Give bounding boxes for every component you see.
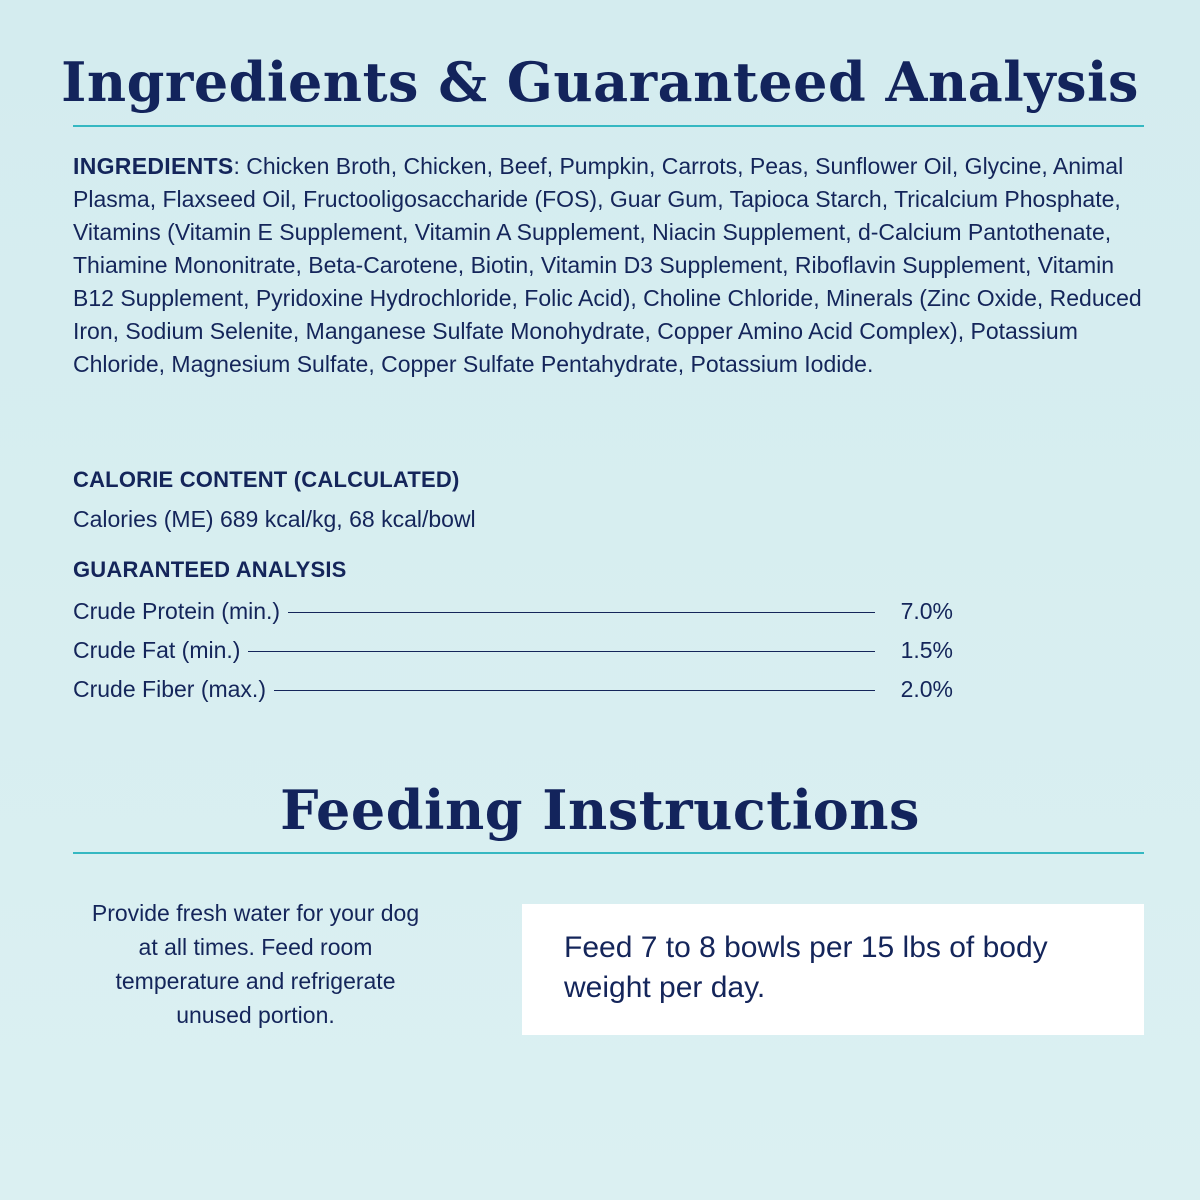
analysis-value: 1.5% — [900, 637, 953, 663]
analysis-value: 7.0% — [900, 598, 953, 624]
feeding-instructions-title: Feeding Instructions — [280, 778, 920, 842]
dot-leader-line — [274, 690, 875, 691]
feeding-amount-box — [522, 904, 1144, 1035]
guaranteed-analysis-heading: GUARANTEED ANALYSIS — [73, 557, 347, 582]
section-divider — [73, 852, 1144, 854]
analysis-name: Crude Protein (min.) — [73, 598, 281, 624]
feeding-amount-text: Feed 7 to 8 bowls per 15 lbs of body weight per day. — [564, 931, 1048, 1004]
ingredients-analysis-title: Ingredients & Guaranteed Analysis — [61, 50, 1139, 114]
calorie-content-value: Calories (ME) 689 kcal/kg, 68 kcal/bowl — [73, 506, 476, 532]
analysis-name: Crude Fat (min.) — [73, 637, 241, 663]
calorie-content-heading: CALORIE CONTENT (CALCULATED) — [73, 467, 460, 492]
dot-leader-line — [248, 651, 875, 652]
analysis-row-crude-fat — [73, 631, 953, 670]
section-divider — [73, 125, 1144, 127]
analysis-value: 2.0% — [900, 676, 953, 702]
analysis-row-crude-protein — [73, 592, 953, 631]
guaranteed-analysis-list — [73, 592, 953, 709]
feeding-note: Provide fresh water for your dog at all times. Feed room temperature and refrigerate unused portion. — [91, 900, 420, 1028]
ingredients-list: : Chicken Broth, Chicken, Beef, Pumpkin, Carrots, Peas, Sunflower Oil, Glycine, Animal Plasma, Flaxseed Oil, Fructooligosaccharide (FOS), Guar Gum, Tapioca Starch, Tricalcium Phosphate, Vitamins (Vitamin E Supplement, Vitamin A Supplement, Niacin Supplement, d-Calcium Pantothenate, Thiamine Mononitrate, Beta-Carotene, Biotin, Vitamin D3 Supplement, Riboflavin Supplement, Vitamin B12 Supplement, Pyridoxine Hydrochloride, Folic Acid), Choline Chloride, Minerals (Zinc Oxide, Reduced Iron, Sodium Selenite, Manganese Sulfate Monohydrate, Copper Amino Acid Complex), Potassium Chloride, Magnesium Sulfate, Copper Sulfate Pentahydrate, Potassium Iodide. — [73, 153, 1142, 377]
analysis-name: Crude Fiber (max.) — [73, 676, 266, 702]
ingredients-paragraph — [73, 150, 1148, 381]
analysis-row-crude-fiber — [73, 670, 953, 709]
dot-leader-line — [288, 612, 875, 613]
ingredients-label: INGREDIENTS — [73, 153, 234, 179]
